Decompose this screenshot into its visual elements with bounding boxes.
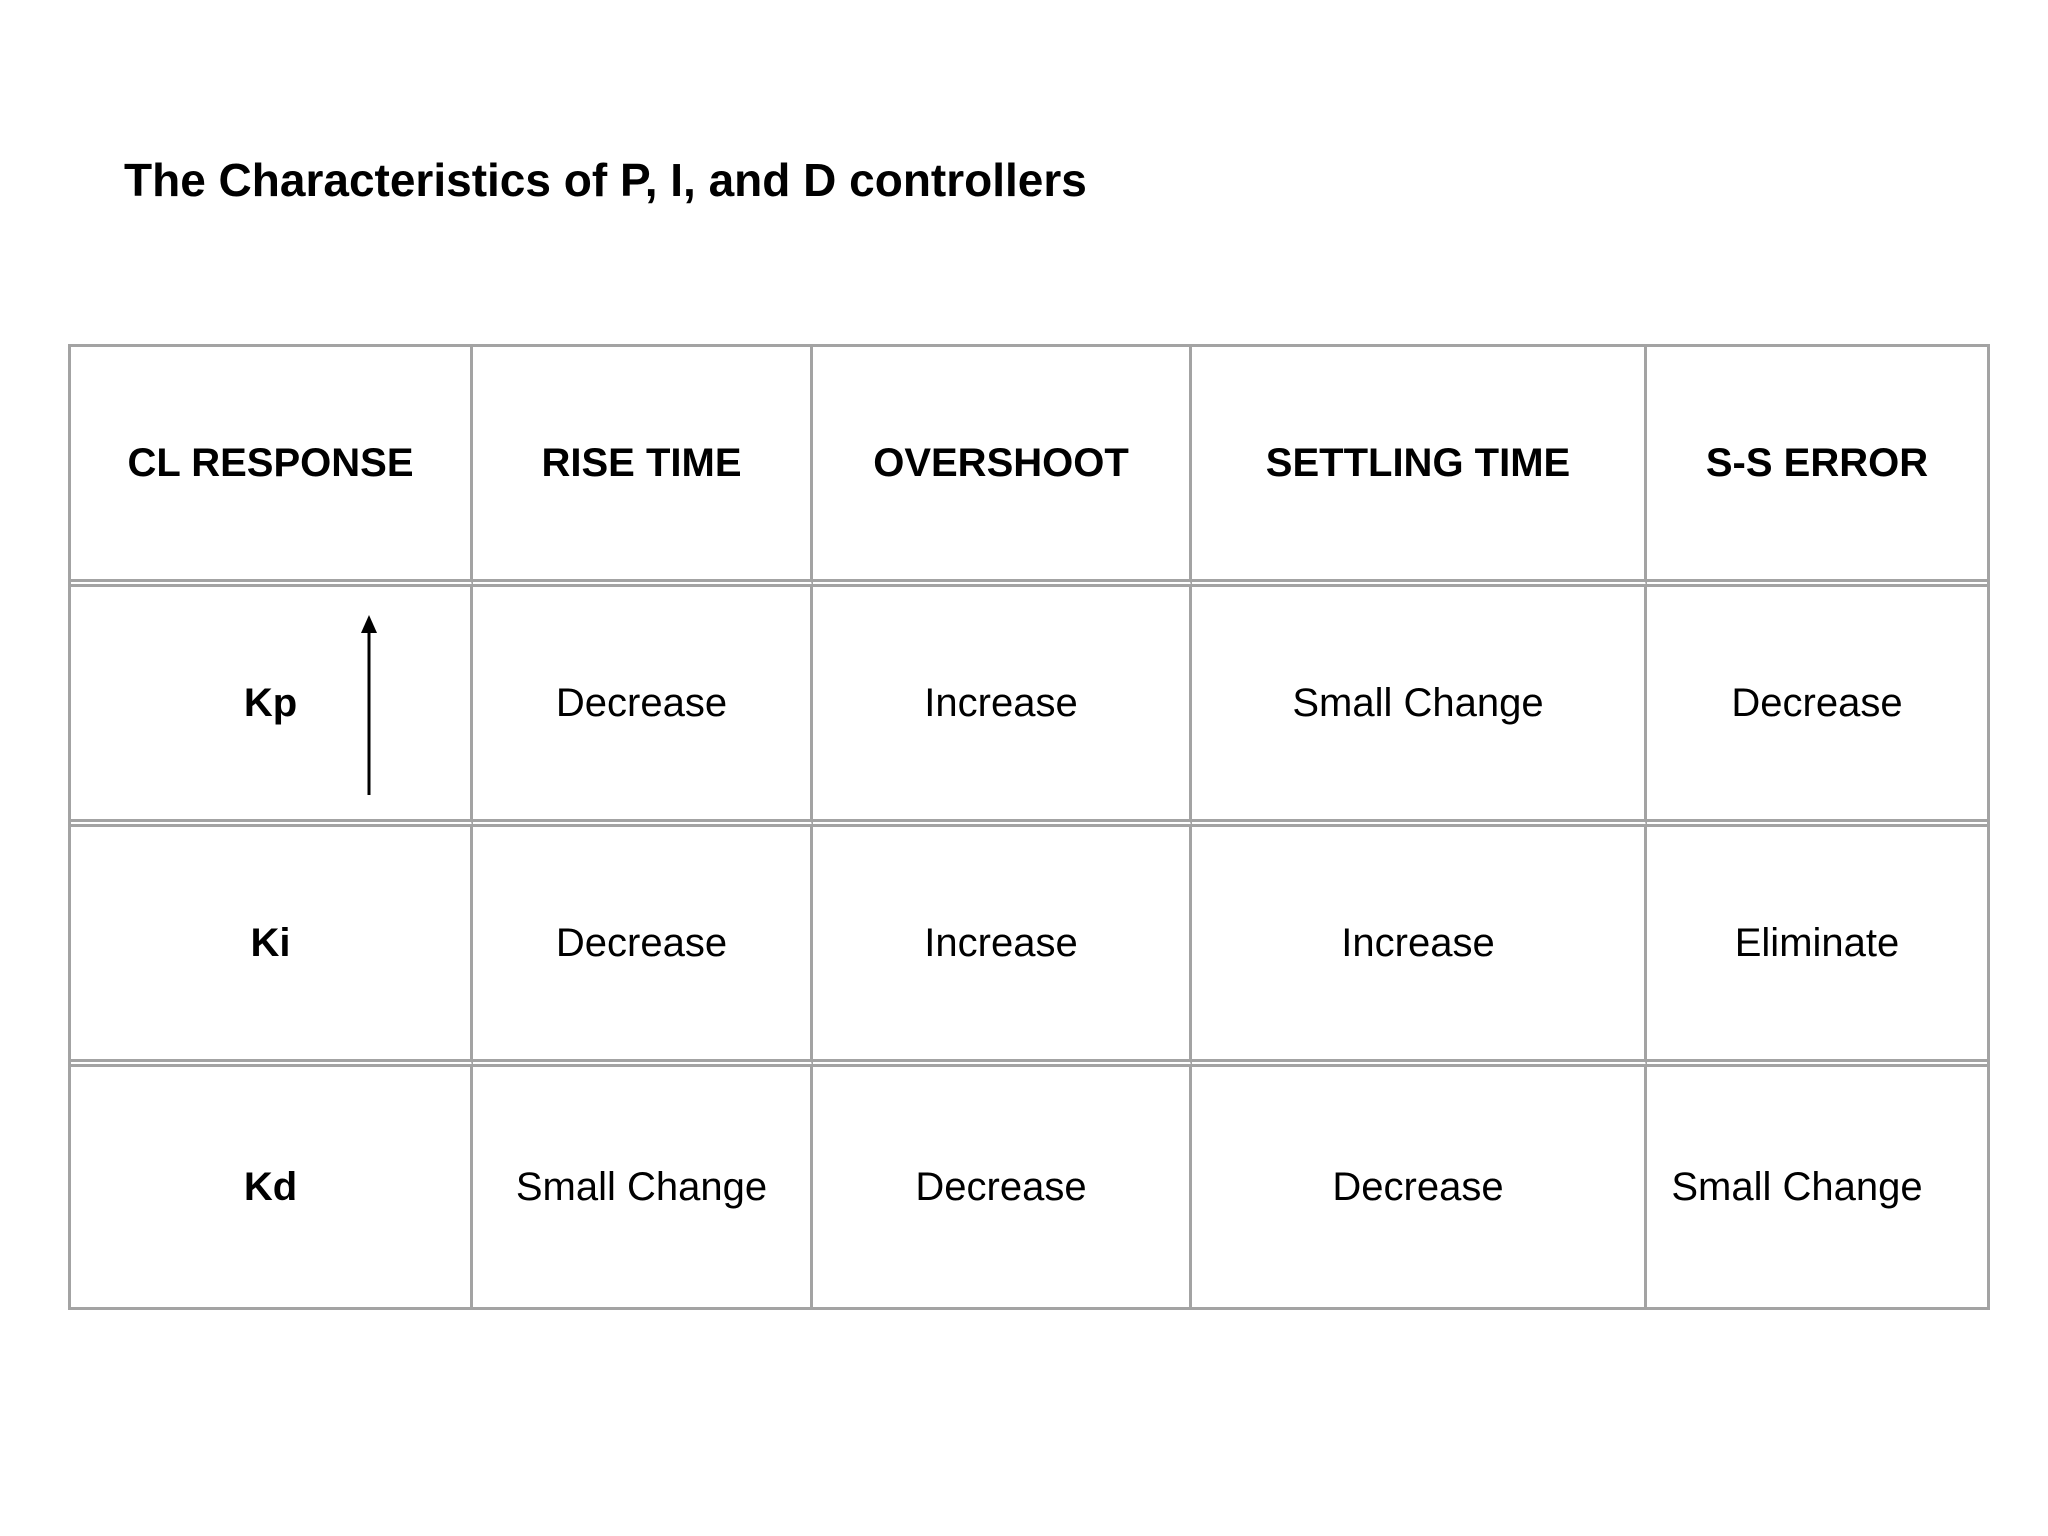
header-ss-error: S-S ERROR: [1647, 347, 1987, 587]
table-row-kp: [71, 587, 1987, 827]
row-label-cell-kp: [71, 587, 473, 827]
ki-rise-time: Decrease: [473, 827, 813, 1067]
kd-ss-error: [1647, 1067, 1987, 1307]
table-row-kd: [71, 1067, 1987, 1307]
header-cl-response: CL RESPONSE: [71, 347, 473, 587]
kp-rise-time: Decrease: [473, 587, 813, 827]
kp-ss-error: Decrease: [1647, 587, 1987, 827]
kd-ss-error-text: Small Change: [1671, 1164, 1923, 1209]
header-overshoot: OVERSHOOT: [813, 347, 1192, 587]
up-arrow-icon: [357, 615, 381, 795]
kp-overshoot: Increase: [813, 587, 1192, 827]
row-label-kp: Kp: [243, 680, 298, 725]
row-label-cell-ki: [71, 827, 473, 1067]
kd-overshoot: Decrease: [813, 1067, 1192, 1307]
kp-settling-time: Small Change: [1192, 587, 1647, 827]
header-rise-time: RISE TIME: [473, 347, 813, 587]
pid-characteristics-table: [68, 344, 1990, 1310]
row-label-cell-kd: [71, 1067, 473, 1307]
ki-overshoot: Increase: [813, 827, 1192, 1067]
ki-ss-error: Eliminate: [1647, 827, 1987, 1067]
header-settling-time: SETTLING TIME: [1192, 347, 1647, 587]
kd-rise-time: Small Change: [473, 1067, 813, 1307]
row-label-kd: Kd: [243, 1164, 298, 1209]
ki-settling-time: Increase: [1192, 827, 1647, 1067]
row-label-ki: Ki: [250, 920, 291, 965]
kd-settling-time: Decrease: [1192, 1067, 1647, 1307]
table-row-ki: [71, 827, 1987, 1067]
page-title: The Characteristics of P, I, and D controllers: [124, 154, 1087, 206]
table-header-row: [71, 347, 1987, 587]
